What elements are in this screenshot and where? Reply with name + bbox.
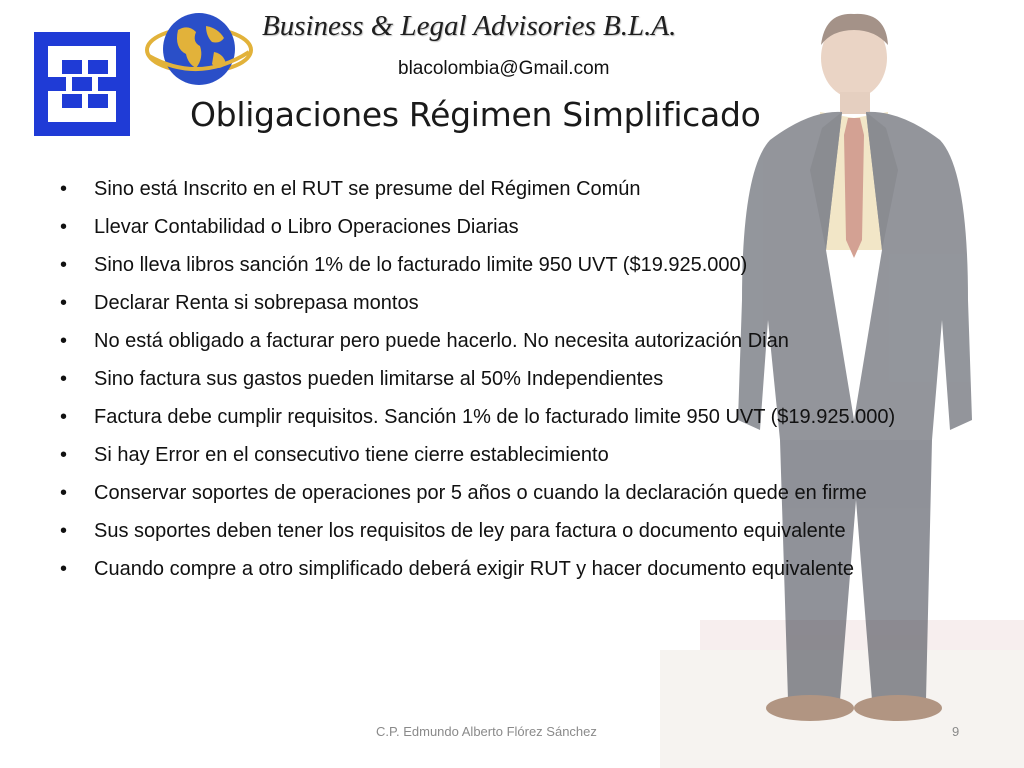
bullet-text: Sus soportes deben tener los requisitos de ley para factura o documento equivalente <box>94 520 846 542</box>
bla-block-logo <box>34 32 130 136</box>
contact-email: blacolombia@Gmail.com <box>398 58 610 79</box>
bullet-text: Factura debe cumplir requisitos. Sanción 1% de lo facturado limite 950 UVT ($19.925.000) <box>94 406 896 428</box>
bullet-dot-icon: • <box>60 406 68 428</box>
bullet-text: Sino está Inscrito en el RUT se presume del Régimen Común <box>94 178 641 200</box>
bullet-item <box>60 444 964 467</box>
company-name: Business & Legal Advisories B.L.A. <box>262 10 677 42</box>
bullet-text: No está obligado a facturar pero puede hacerlo. No necesita autorización Dian <box>94 330 789 352</box>
bullet-dot-icon: • <box>60 330 68 352</box>
bullet-item <box>60 254 964 277</box>
bullet-dot-icon: • <box>60 178 68 200</box>
bullet-text: Sino lleva libros sanción 1% de lo facturado limite 950 UVT ($19.925.000) <box>94 254 748 276</box>
bullet-text: Declarar Renta si sobrepasa montos <box>94 292 419 314</box>
slide-title: Obligaciones Régimen Simplificado <box>190 95 761 134</box>
bullet-text: Llevar Contabilidad o Libro Operaciones Diarias <box>94 216 519 238</box>
bullet-item <box>60 178 964 201</box>
bullet-item <box>60 482 964 505</box>
bullet-item <box>60 368 964 391</box>
bullet-item <box>60 330 964 353</box>
bullet-text: Sino factura sus gastos pueden limitarse al 50% Independientes <box>94 368 664 390</box>
bullet-text: Cuando compre a otro simplificado deberá exigir RUT y hacer documento equivalente <box>94 558 855 580</box>
bullet-item <box>60 292 964 315</box>
bullet-dot-icon: • <box>60 292 68 314</box>
bullet-item <box>60 216 964 239</box>
bullet-text: Conservar soportes de operaciones por 5 años o cuando la declaración quede en firme <box>94 482 867 504</box>
bullet-item <box>60 406 964 429</box>
page-number: 9 <box>952 724 960 739</box>
bullet-dot-icon: • <box>60 254 68 276</box>
globe-logo-icon <box>144 6 254 92</box>
bullet-text: Si hay Error en el consecutivo tiene cierre establecimiento <box>94 444 609 466</box>
bullet-item <box>60 520 964 543</box>
bullet-list <box>60 178 964 596</box>
bullet-dot-icon: • <box>60 368 68 390</box>
bullet-dot-icon: • <box>60 520 68 542</box>
bullet-dot-icon: • <box>60 482 68 504</box>
bullet-item <box>60 558 964 581</box>
footer-author: C.P. Edmundo Alberto Flórez Sánchez <box>376 724 597 739</box>
bullet-dot-icon: • <box>60 216 68 238</box>
bullet-dot-icon: • <box>60 558 68 580</box>
bullet-dot-icon: • <box>60 444 68 466</box>
